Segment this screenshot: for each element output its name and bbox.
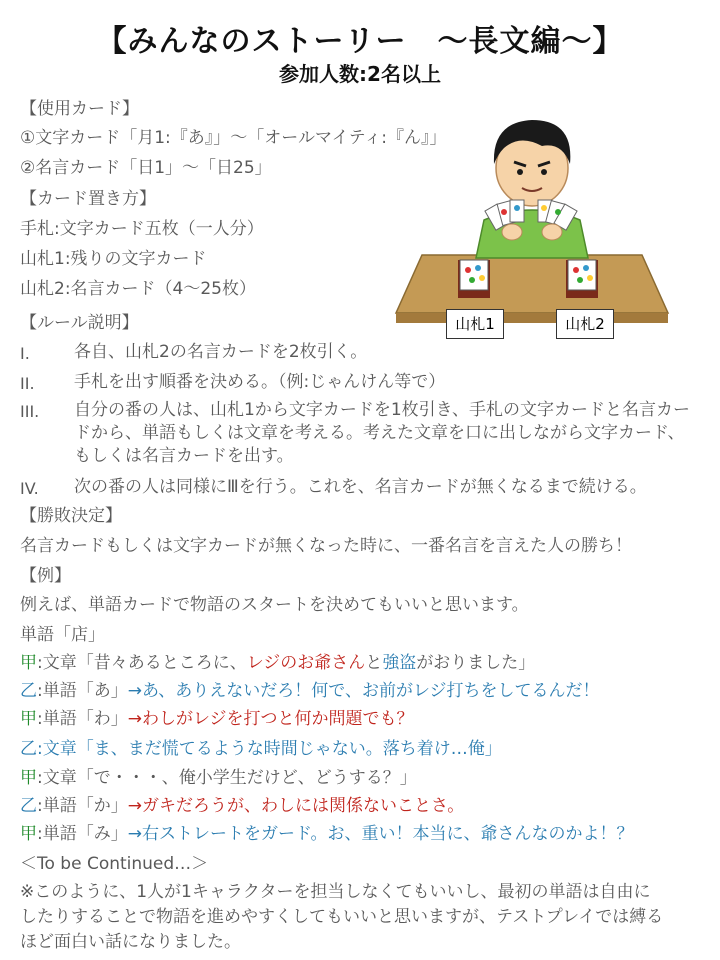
rule-3-text: 自分の番の人は、山札1から文字カードを1枚引き、手札の文字カードと名言カードから、単語もしくは文章を考える。考えた文章を口に出しながら文字カード、もしくは名言カードを出す。	[74, 400, 690, 466]
dialogue-line-6: 乙:単語「か」→ガキだろうが、わしには関係ないことさ。	[20, 796, 465, 816]
rule-3-num: III.	[20, 402, 40, 421]
note-line-1: ※このように、1人が1キャラクターを担当しなくてもいいし、最初の単語は自由に	[20, 882, 651, 902]
rule-1-text: 各自、山札2の名言カードを2枚引く。	[74, 342, 368, 362]
placement-hand: 手札:文字カード五枚（一人分）	[20, 219, 264, 239]
placement-heading: 【カード置き方】	[20, 189, 156, 209]
dialogue-line-5: 甲:文章「で・・・、俺小学生だけど、どうする？」	[20, 768, 417, 788]
example-intro: 例えば、単語カードで物語のスタートを決めてもいいと思います。	[20, 595, 529, 615]
example-heading: 【例】	[20, 566, 71, 586]
dialogue-line-1: 甲:文章「昔々あるところに、レジのお爺さんと強盗がおりました」	[20, 653, 536, 673]
speaker-label: 甲	[20, 824, 37, 844]
placement-pile2: 山札2:名言カード（4～25枚）	[20, 279, 256, 299]
rules-heading: 【ルール説明】	[20, 313, 139, 333]
rule-4-text: 次の番の人は同様にⅢを行う。これを、名言カードが無くなるまで続ける。	[74, 477, 647, 497]
victory-text: 名言カードもしくは文字カードが無くなった時に、一番名言を言えた人の勝ち！	[20, 536, 632, 556]
note-line-2: したりすることで物語を進めやすくしてもいいと思いますが、テストプレイでは縛る	[20, 907, 664, 927]
to-be-continued: ＜To be Continued…＞	[20, 854, 209, 874]
arrow-icon: →	[127, 796, 142, 816]
rule-2-num: II.	[20, 374, 35, 393]
rule-2-text: 手札を出す順番を決める。（例:じゃんけん等で）	[74, 372, 446, 392]
speaker-label: 乙	[20, 739, 37, 759]
placement-pile1: 山札1:残りの文字カード	[20, 249, 207, 269]
table-icon	[396, 255, 668, 313]
arrow-icon: →	[127, 681, 142, 701]
cards-item-1: ①文字カード「月1:『あ』」～「オールマイティ:『ん』」	[20, 128, 447, 148]
speaker-label: 甲	[20, 768, 37, 788]
dialogue-line-4: 乙:文章「ま、まだ慌てるような時間じゃない。落ち着け…俺」	[20, 739, 502, 759]
dialogue-line-3: 甲:単語「わ」→わしがレジを打つと何か問題でも？	[20, 709, 414, 729]
victory-heading: 【勝敗決定】	[20, 506, 122, 526]
arrow-icon: →	[127, 709, 142, 729]
note-line-3: ほど面白い話になりました。	[20, 932, 241, 952]
speaker-label: 乙	[20, 796, 37, 816]
rule-1-num: I.	[20, 344, 30, 363]
speaker-label: 甲	[20, 709, 37, 729]
dialogue-line-7: 甲:単語「み」→右ストレートをガード。お、重い！本当に、爺さんなのかよ！？	[20, 824, 634, 844]
dialogue-line-2: 乙:単語「あ」→あ、ありえないだろ！何で、お前がレジ打ちをしてるんだ！	[20, 681, 600, 701]
pile2-label: 山札2	[556, 309, 614, 339]
pile2-deck-icon	[566, 260, 598, 298]
rule-4-num: IV.	[20, 479, 39, 498]
speaker-label: 甲	[20, 653, 37, 673]
player-count: 参加人数:2名以上	[279, 62, 441, 86]
page-title: 【みんなのストーリー ～長文編～】	[96, 24, 624, 59]
cards-item-2: ②名言カード「日1」～「日25」	[20, 158, 272, 178]
cards-heading: 【使用カード】	[20, 99, 139, 119]
pile1-label: 山札1	[446, 309, 504, 339]
card-player-illustration	[392, 108, 672, 348]
speaker-label: 乙	[20, 681, 37, 701]
arrow-icon: →	[127, 824, 142, 844]
pile1-deck-icon	[458, 260, 490, 298]
example-word: 単語「店」	[20, 625, 105, 645]
